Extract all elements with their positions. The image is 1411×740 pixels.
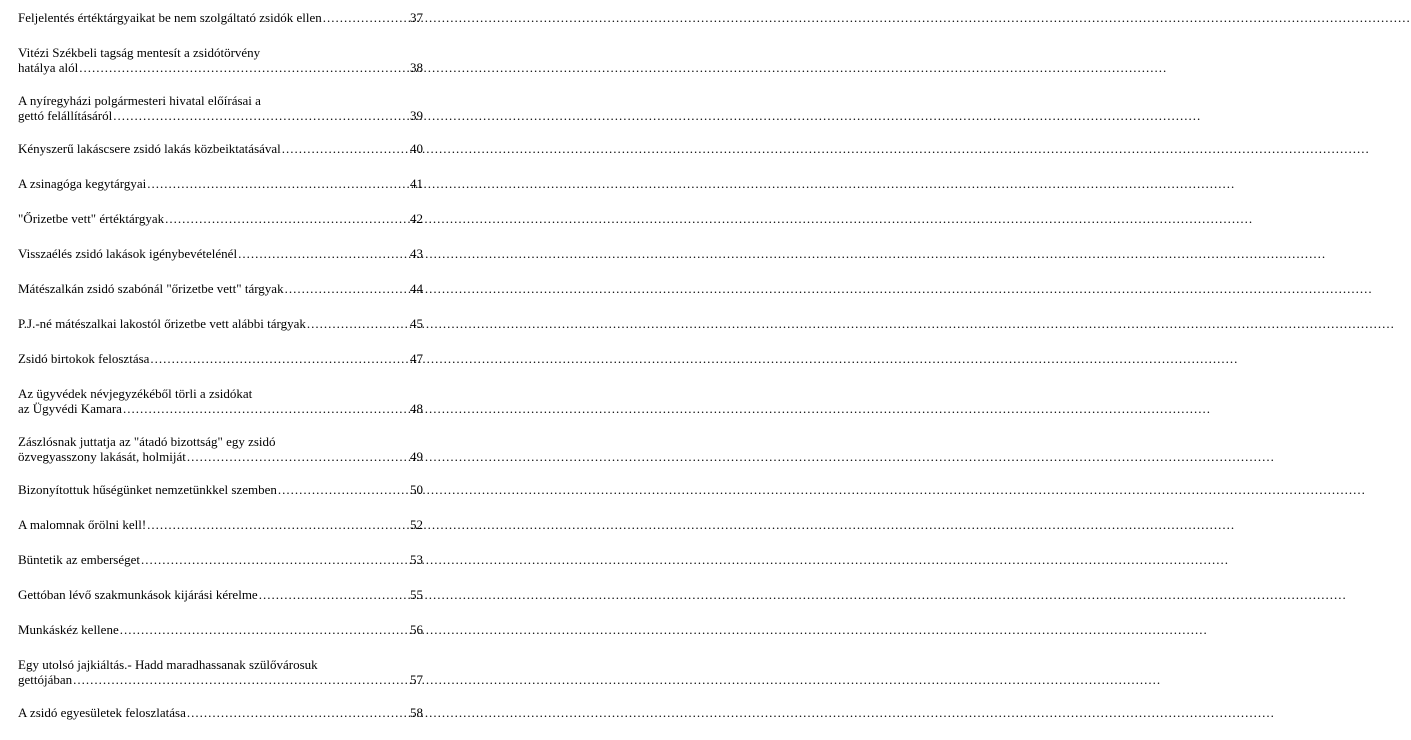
toc-line: [18, 211, 423, 226]
toc-line: [18, 60, 423, 75]
toc-page-number: 49: [410, 449, 423, 464]
toc-entry[interactable]: [18, 246, 423, 261]
toc-page-number: 57: [410, 672, 423, 687]
toc-entry-title: Zászlósnak juttatja az "átadó bizottság" egy zsidó: [18, 434, 276, 449]
dot-leader: [141, 552, 404, 567]
toc-entry-title-continued: gettó felállításáról: [18, 108, 113, 123]
toc-line: [18, 672, 423, 687]
dot-leader: [150, 351, 404, 366]
toc-line: [18, 176, 423, 191]
dot-leader: [238, 246, 404, 261]
toc-entry-title: P.J.-né mátészalkai lakostól őrizetbe vett alábbi tárgyak: [18, 316, 306, 331]
toc-entry-title: Mátészalkán zsidó szabónál "őrizetbe vett" tárgyak: [18, 281, 284, 296]
toc-entry-title-continued: özvegyasszony lakását, holmiját: [18, 449, 186, 464]
toc-line: [18, 351, 423, 366]
dot-leader: [147, 176, 404, 191]
toc-page-number: 44: [410, 281, 423, 296]
dot-leader: [282, 141, 404, 156]
toc-entry-title-continued: hatálya alól: [18, 60, 79, 75]
toc-line: [18, 552, 423, 567]
toc-entry-title: Feljelentés értéktárgyaikat be nem szolgáltató zsidók ellen: [18, 10, 322, 25]
dot-leader: [285, 281, 404, 296]
toc-line: [18, 401, 423, 416]
toc-line: [18, 622, 423, 637]
dot-leader: [323, 10, 404, 25]
toc-entry-title: Vitézi Székbeli tagság mentesít a zsidótörvény: [18, 45, 261, 60]
toc-page-number: 56: [410, 622, 423, 637]
toc-entry-title: Kényszerű lakáscsere zsidó lakás közbeiktatásával: [18, 141, 281, 156]
toc-line: [18, 281, 423, 296]
toc-entry-title: Gettóban lévő szakmunkások kijárási kérelme: [18, 587, 258, 602]
toc-entry-title: "Őrizetbe vett" értéktárgyak: [18, 211, 165, 226]
toc-entry[interactable]: [18, 45, 423, 75]
toc-line: [18, 141, 423, 156]
toc-entry-title: Bizonyítottuk hűségünket nemzetünkkel szemben: [18, 482, 277, 497]
toc-entry[interactable]: [18, 351, 423, 366]
toc-entry-title-continued: gettójában: [18, 672, 73, 687]
toc-entry[interactable]: [18, 281, 423, 296]
dot-leader: [278, 482, 404, 497]
toc-page-number: 42: [410, 211, 423, 226]
toc-entry[interactable]: [18, 10, 423, 25]
toc-entry-title-continued: az Ügyvédi Kamara: [18, 401, 122, 416]
dot-leader: [187, 705, 404, 720]
toc-page-number: 55: [410, 587, 423, 602]
toc-line: [18, 45, 423, 60]
dot-leader: [165, 211, 404, 226]
toc-line: [18, 705, 423, 720]
toc-page-number: 48: [410, 401, 423, 416]
toc-page-number: 58: [410, 705, 423, 720]
toc-line: [18, 386, 423, 401]
dot-leader: [147, 517, 404, 532]
toc-page-number: 43: [410, 246, 423, 261]
toc-page-number: 47: [410, 351, 423, 366]
toc-entry[interactable]: [18, 705, 423, 720]
dot-leader: [187, 449, 404, 464]
toc-page-number: 37: [410, 10, 423, 25]
toc-line: [18, 246, 423, 261]
toc-page-number: 38: [410, 60, 423, 75]
toc-entry[interactable]: [18, 93, 423, 123]
dot-leader: [120, 622, 404, 637]
toc-page-number: 41: [410, 176, 423, 191]
toc-entry-title: A nyíregyházi polgármesteri hivatal előírásai a: [18, 93, 261, 108]
toc-entry[interactable]: [18, 622, 423, 637]
toc-entry[interactable]: [18, 386, 423, 416]
dot-leader: [113, 108, 404, 123]
toc-page-number: 45: [410, 316, 423, 331]
toc-line: [18, 657, 423, 672]
toc-entry[interactable]: [18, 316, 423, 331]
table-of-contents: [18, 10, 423, 740]
dot-leader: [123, 401, 404, 416]
toc-entry[interactable]: [18, 211, 423, 226]
toc-entry[interactable]: [18, 657, 423, 687]
toc-entry-title: A zsidó egyesületek feloszlatása: [18, 705, 186, 720]
toc-page-number: 39: [410, 108, 423, 123]
toc-line: [18, 108, 423, 123]
toc-line: [18, 434, 423, 449]
dot-leader: [259, 587, 404, 602]
toc-entry[interactable]: [18, 141, 423, 156]
dot-leader: [307, 316, 404, 331]
toc-entry[interactable]: [18, 176, 423, 191]
toc-entry-title: A malomnak őrölni kell!: [18, 517, 147, 532]
dot-leader: [79, 60, 404, 75]
toc-page-number: 52: [410, 517, 423, 532]
toc-entry-title: Büntetik az emberséget: [18, 552, 141, 567]
toc-page-number: 40: [410, 141, 423, 156]
toc-entry-title: Zsidó birtokok felosztása: [18, 351, 150, 366]
toc-entry[interactable]: [18, 482, 423, 497]
toc-line: [18, 449, 423, 464]
toc-entry-title: A zsinagóga kegytárgyai: [18, 176, 147, 191]
toc-line: [18, 517, 423, 532]
toc-entry-title: Munkáskéz kellene: [18, 622, 119, 637]
toc-line: [18, 587, 423, 602]
toc-entry-title: Egy utolsó jajkiáltás.- Hadd maradhassanak szülővárosuk: [18, 657, 318, 672]
toc-line: [18, 10, 423, 25]
toc-entry[interactable]: [18, 434, 423, 464]
toc-entry-title: Az ügyvédek névjegyzékéből törli a zsidókat: [18, 386, 253, 401]
toc-entry[interactable]: [18, 517, 423, 532]
dot-leader: [73, 672, 404, 687]
toc-line: [18, 316, 423, 331]
toc-entry-title: Visszaélés zsidó lakások igénybevételénél: [18, 246, 238, 261]
toc-line: [18, 482, 423, 497]
toc-page-number: 50: [410, 482, 423, 497]
toc-entry[interactable]: [18, 552, 423, 567]
toc-line: [18, 93, 423, 108]
toc-entry[interactable]: [18, 587, 423, 602]
toc-page-number: 53: [410, 552, 423, 567]
